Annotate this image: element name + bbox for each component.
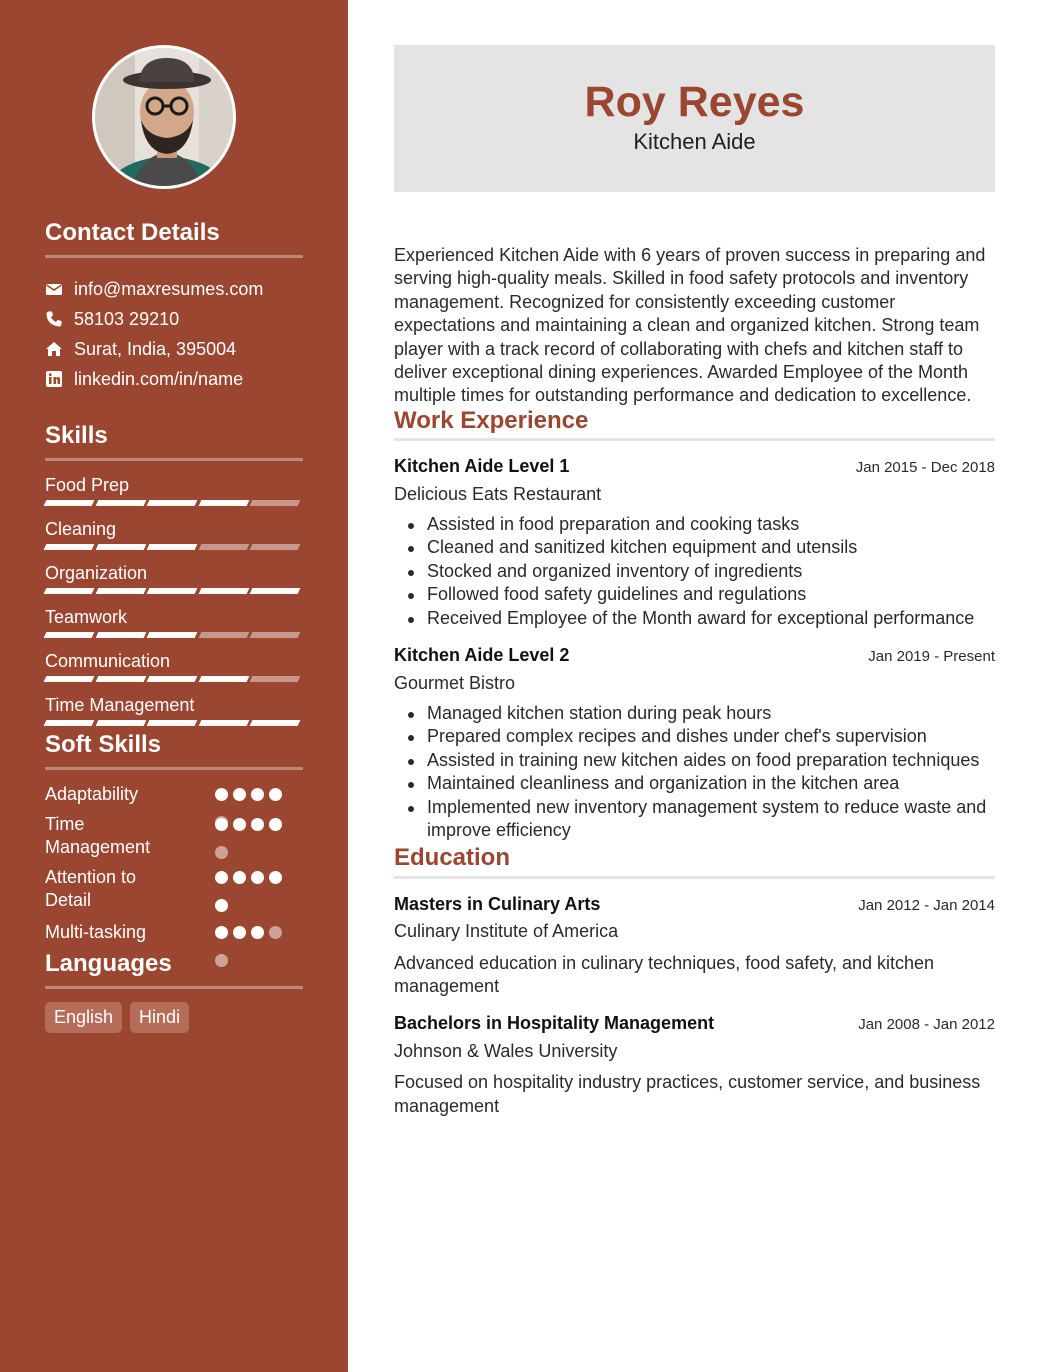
school: Culinary Institute of America — [394, 921, 619, 942]
skill-level-segment — [198, 588, 248, 594]
rating-dot — [215, 818, 228, 831]
education-description: Focused on hospitality industry practices, customer service, and business management — [394, 1072, 981, 1116]
skill-level-segment — [250, 632, 300, 638]
soft-skill-item — [45, 813, 303, 866]
contact-list — [45, 274, 303, 394]
work-entry — [394, 644, 995, 842]
skill-level-segment — [198, 632, 248, 638]
job-bullet: Followed food safety guidelines and regulations — [394, 583, 995, 606]
job-role: Kitchen Aide Level 1 — [394, 456, 570, 477]
education-entry — [394, 893, 995, 999]
education-entry-header — [394, 1012, 995, 1036]
skill-level-segment — [44, 500, 94, 506]
profile-photo — [95, 48, 236, 189]
skill-level-segment — [95, 676, 145, 682]
soft-skill-name: Time Management — [45, 814, 151, 857]
job-bullets — [394, 702, 995, 842]
languages-section — [45, 950, 303, 1033]
skill-level-bar — [45, 720, 303, 726]
education-description: Advanced education in culinary techniques, food safety, and kitchen management — [394, 952, 935, 996]
contact-linkedin[interactable] — [45, 364, 303, 394]
skill-level-segment — [198, 544, 248, 550]
phone-icon — [45, 310, 63, 328]
job-bullet: Assisted in food preparation and cooking tasks — [394, 513, 995, 536]
contact-email-text: info@maxresumes.com — [74, 278, 264, 299]
job-bullet: Stocked and organized inventory of ingredients — [394, 560, 995, 583]
candidate-name: Roy Reyes — [584, 78, 805, 126]
contact-phone-text: 58103 29210 — [74, 308, 180, 329]
job-bullet: Managed kitchen station during peak hours — [394, 702, 995, 725]
job-company: Gourmet Bistro — [394, 672, 516, 693]
skill-name: Food Prep — [45, 475, 130, 495]
job-date: Jan 2019 - Present — [868, 648, 995, 666]
skill-level-segment — [95, 588, 145, 594]
rating-dot — [233, 871, 246, 884]
job-role: Kitchen Aide Level 2 — [394, 645, 570, 666]
soft-skill-item — [45, 921, 303, 951]
rating-dot — [269, 788, 282, 801]
skill-name: Time Management — [45, 695, 195, 715]
skill-level-bar — [45, 588, 303, 594]
skill-name: Communication — [45, 651, 171, 671]
work-entry — [394, 455, 995, 630]
work-section — [394, 406, 995, 843]
education-entry — [394, 1012, 995, 1118]
skill-level-segment — [250, 588, 300, 594]
skill-level-segment — [147, 676, 197, 682]
skill-item — [45, 693, 303, 726]
rating-dot — [215, 846, 228, 859]
soft-skill-item — [45, 866, 303, 921]
soft-skill-rating — [215, 813, 287, 869]
skill-level-segment — [250, 676, 300, 682]
rating-dot — [251, 926, 264, 939]
skill-level-segment — [198, 500, 248, 506]
skill-level-segment — [250, 720, 300, 726]
soft-skills-list — [45, 783, 303, 951]
skills-list — [45, 473, 303, 726]
education-entry-header — [394, 893, 995, 917]
skill-item — [45, 473, 303, 506]
languages-title: Languages — [45, 950, 303, 989]
skill-level-segment — [44, 720, 94, 726]
skill-level-segment — [95, 632, 145, 638]
rating-dot — [215, 899, 228, 912]
work-title: Work Experience — [394, 409, 995, 441]
skill-level-segment — [95, 500, 145, 506]
skill-item — [45, 517, 303, 550]
skill-level-segment — [250, 544, 300, 550]
skill-item — [45, 605, 303, 638]
contact-address-text: Surat, India, 395004 — [74, 338, 237, 359]
skills-section — [45, 422, 303, 737]
skill-level-segment — [95, 544, 145, 550]
education-date: Jan 2008 - Jan 2012 — [858, 1016, 995, 1034]
rating-dot — [233, 818, 246, 831]
job-bullet: Maintained cleanliness and organization in the kitchen area — [394, 772, 995, 795]
job-company: Delicious Eats Restaurant — [394, 483, 602, 504]
work-entry-header — [394, 455, 995, 479]
languages-list — [45, 1002, 303, 1033]
contact-title: Contact Details — [45, 219, 303, 258]
skill-level-bar — [45, 544, 303, 550]
avatar — [92, 45, 236, 189]
degree: Masters in Culinary Arts — [394, 893, 601, 914]
rating-dot — [251, 871, 264, 884]
skill-level-bar — [45, 500, 303, 506]
rating-dot — [251, 788, 264, 801]
skill-level-segment — [44, 632, 94, 638]
summary — [394, 244, 995, 1118]
skill-level-segment — [44, 544, 94, 550]
work-list — [394, 455, 995, 842]
soft-skills-title: Soft Skills — [45, 731, 303, 770]
skill-level-segment — [250, 500, 300, 506]
contact-linkedin-text: linkedin.com/in/name — [74, 368, 244, 389]
skill-level-segment — [44, 676, 94, 682]
skill-level-segment — [147, 500, 197, 506]
job-bullet: Prepared complex recipes and dishes under chef's supervision — [394, 725, 995, 748]
summary-text: Experienced Kitchen Aide with 6 years of proven success in preparing and serving high-quality meals. Skilled in food safety protocols and inventory management. Recognized for consistently exceeding customer expectations and maintaining a clean and organized kitchen. Strong team player with a track record of collaborating with chefs and kitchen staff to deliver exceptional dining experiences. Awarded Employee of the Month multiple times for outstanding performance and dedication to excellence. — [394, 245, 986, 406]
rating-dot — [269, 818, 282, 831]
candidate-title: Kitchen Aide — [633, 129, 756, 154]
soft-skill-name: Multi-tasking — [45, 922, 147, 942]
soft-skill-item — [45, 783, 303, 813]
contact-phone[interactable] — [45, 304, 303, 334]
email-icon — [45, 280, 63, 298]
school: Johnson & Wales University — [394, 1040, 618, 1061]
job-bullet: Cleaned and sanitized kitchen equipment and utensils — [394, 536, 995, 559]
rating-dot — [269, 871, 282, 884]
skills-title: Skills — [45, 422, 303, 461]
skill-level-segment — [95, 720, 145, 726]
education-section — [394, 846, 995, 1118]
job-bullets — [394, 513, 995, 630]
work-entry-header — [394, 644, 995, 668]
contact-email[interactable] — [45, 274, 303, 304]
soft-skill-name: Attention to Detail — [45, 867, 137, 910]
skill-item — [45, 561, 303, 594]
soft-skills-section — [45, 731, 303, 951]
contact-address — [45, 334, 303, 364]
skill-name: Teamwork — [45, 607, 128, 627]
skill-level-bar — [45, 676, 303, 682]
rating-dot — [215, 926, 228, 939]
skill-item — [45, 649, 303, 682]
rating-dot — [215, 788, 228, 801]
soft-skill-name: Adaptability — [45, 784, 139, 804]
education-list — [394, 893, 995, 1118]
skill-name: Organization — [45, 563, 148, 583]
language-tag: Hindi — [130, 1002, 189, 1033]
sidebar — [0, 0, 348, 1372]
education-date: Jan 2012 - Jan 2014 — [858, 896, 995, 914]
job-bullet: Received Employee of the Month award for exceptional performance — [394, 607, 995, 630]
rating-dot — [233, 788, 246, 801]
rating-dot — [215, 871, 228, 884]
job-bullet: Implemented new inventory management system to reduce waste and improve efficiency — [394, 796, 995, 843]
skill-level-segment — [147, 588, 197, 594]
job-date: Jan 2015 - Dec 2018 — [855, 459, 995, 477]
linkedin-icon — [45, 370, 63, 388]
language-tag: English — [45, 1002, 122, 1033]
education-title: Education — [394, 846, 995, 878]
skill-level-segment — [198, 720, 248, 726]
skill-name: Cleaning — [45, 519, 117, 539]
skill-level-segment — [147, 544, 197, 550]
rating-dot — [233, 926, 246, 939]
skill-level-bar — [45, 632, 303, 638]
job-bullet: Assisted in training new kitchen aides on food preparation techniques — [394, 749, 995, 772]
header-box — [394, 45, 995, 192]
soft-skill-rating — [215, 866, 287, 922]
rating-dot — [251, 818, 264, 831]
contact-section — [45, 219, 303, 394]
degree: Bachelors in Hospitality Management — [394, 1013, 715, 1034]
skill-level-segment — [147, 632, 197, 638]
home-icon — [45, 340, 63, 358]
skill-level-segment — [198, 676, 248, 682]
rating-dot — [269, 926, 282, 939]
skill-level-segment — [147, 720, 197, 726]
skill-level-segment — [44, 588, 94, 594]
